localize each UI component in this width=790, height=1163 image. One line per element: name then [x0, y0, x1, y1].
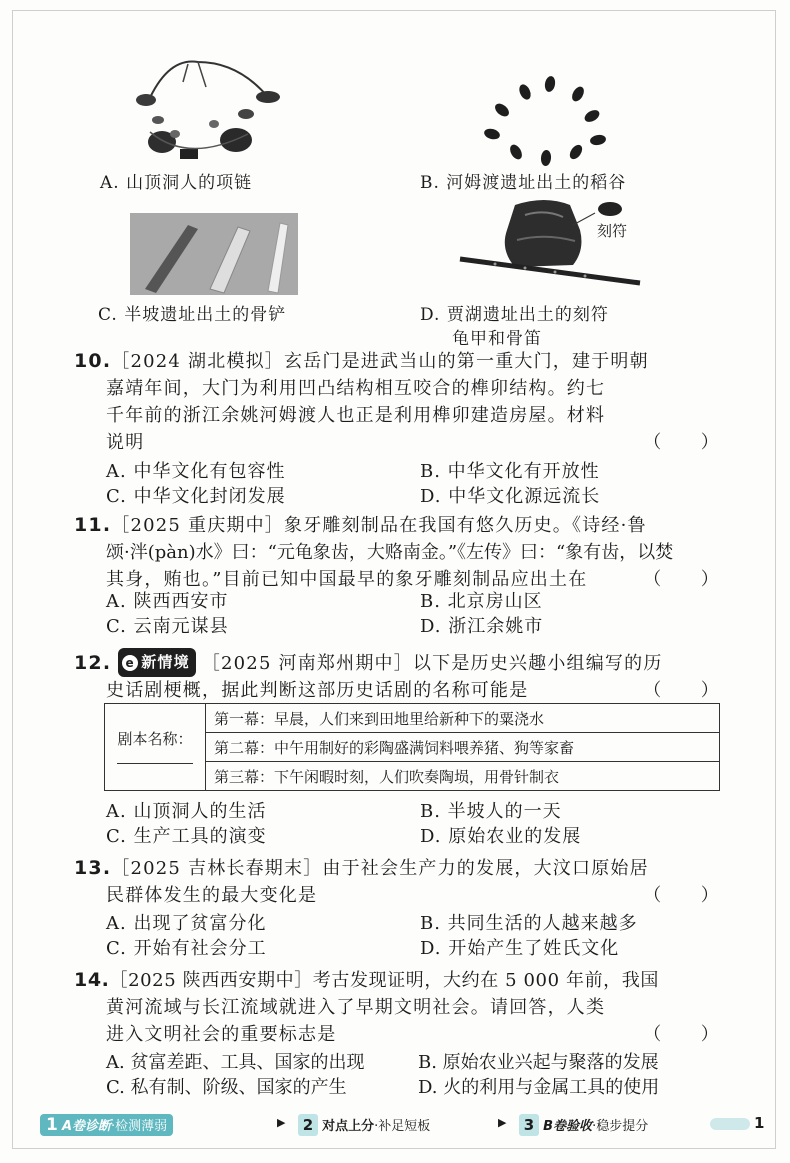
question-10 — [74, 348, 720, 456]
question-number: 10. — [74, 350, 112, 372]
necklace-image — [128, 52, 298, 167]
page-number: 1 — [754, 1114, 765, 1132]
image-d-caption-line1: D. 贾湖遗址出土的刻符 — [420, 305, 609, 325]
option-b[interactable]: B. 原始农业兴起与聚落的发展 — [418, 1052, 659, 1073]
option-a[interactable]: A. 山顶洞人的生活 — [106, 801, 267, 822]
option-a[interactable]: A. 贫富差距、工具、国家的出现 — [106, 1052, 365, 1073]
question-12 — [74, 648, 720, 704]
option-b[interactable]: B. 中华文化有开放性 — [420, 461, 600, 482]
question-stem-line: 千年前的浙江余姚河姆渡人也正是利用榫卯建造房屋。材料 — [106, 405, 606, 426]
option-a[interactable]: A. 陕西西安市 — [106, 591, 229, 612]
act-1: 第一幕：早晨，人们来到田地里给新种下的粟浇水 — [206, 704, 720, 733]
answer-blank[interactable]: （ ） — [643, 1024, 720, 1045]
question-number: 11. — [74, 514, 112, 536]
page-footer — [22, 1112, 772, 1138]
footer-step-3: 3 B卷验收·稳步提分 — [513, 1114, 654, 1136]
option-c[interactable]: C. 私有制、阶级、国家的产生 — [106, 1077, 347, 1098]
rice-grains-image — [480, 72, 610, 172]
question-number: 13. — [74, 857, 112, 879]
option-a[interactable]: A. 中华文化有包容性 — [106, 461, 286, 482]
footer-step-1: 1 A卷诊断·检测薄弱 — [40, 1114, 173, 1136]
script-name-cell — [105, 704, 206, 791]
option-c[interactable]: C. 生产工具的演变 — [106, 826, 267, 847]
act-3: 第三幕：下午闲暇时刻，人们吹奏陶埙，用骨针制衣 — [206, 762, 720, 791]
blank-line[interactable] — [117, 753, 193, 764]
option-d[interactable]: D. 火的利用与金属工具的使用 — [418, 1077, 660, 1098]
option-d[interactable]: D. 开始产生了姓氏文化 — [420, 938, 620, 959]
question-stem-line: 进入文明社会的重要标志是 — [106, 1024, 337, 1045]
option-d[interactable]: D. 中华文化源远流长 — [420, 486, 601, 507]
image-c-caption: C. 半坡遗址出土的骨铲 — [98, 305, 287, 325]
bone-shovel-image — [130, 213, 298, 295]
question-stem-line: ［2024 湖北模拟］玄岳门是进武当山的第一重大门，建于明朝 — [111, 351, 649, 372]
option-c[interactable]: C. 云南元谋县 — [106, 616, 229, 637]
question-stem-line: 颂·泮(pàn)水》曰：“元龟象齿，大赂南金。”《左传》曰：“象有齿，以焚 — [106, 542, 674, 563]
question-stem-line: 嘉靖年间，大门为利用凹凸结构相互咬合的榫卯结构。约七 — [106, 378, 606, 399]
question-stem-line: ［2025 陕西西安期中］考古发现证明，大约在 5 000 年前，我国 — [109, 970, 659, 991]
question-number: 14. — [74, 969, 110, 991]
option-d[interactable]: D. 浙江余姚市 — [420, 616, 544, 637]
answer-blank[interactable]: （ ） — [643, 680, 720, 701]
script-table — [104, 703, 720, 791]
answer-blank[interactable]: （ ） — [643, 432, 720, 453]
new-context-badge: e 新情境 — [118, 648, 196, 677]
arrow-right-icon: ▶ — [498, 1116, 507, 1129]
option-c[interactable]: C. 中华文化封闭发展 — [106, 486, 286, 507]
script-name-label: 剧本名称： — [117, 729, 193, 748]
image-d-caption-line2: 龟甲和骨笛 — [452, 329, 542, 349]
question-13 — [74, 855, 720, 909]
question-stem-line: ［2025 吉林长春期末］由于社会生产力的发展，大汶口原始居 — [111, 858, 649, 879]
question-stem-line: ［2025 重庆期中］象牙雕刻制品在我国有悠久历史。《诗经·鲁 — [111, 515, 647, 536]
arrow-right-icon: ▶ — [277, 1116, 286, 1129]
option-b[interactable]: B. 半坡人的一天 — [420, 801, 562, 822]
question-11 — [74, 512, 720, 593]
decorative-bar — [710, 1118, 750, 1130]
question-stem-line: 说明 — [106, 432, 145, 453]
question-number: 12. — [74, 652, 112, 674]
option-b[interactable]: B. 北京房山区 — [420, 591, 543, 612]
act-2: 第二幕：中午用制好的彩陶盛满饲料喂养猪、狗等家畜 — [206, 733, 720, 762]
image-a-caption: A. 山顶洞人的项链 — [100, 173, 253, 193]
question-stem-line: 史话剧梗概，据此判断这部历史话剧的名称可能是 — [106, 680, 529, 701]
question-stem-line: ［2025 河南郑州期中］以下是历史兴趣小组编写的历 — [201, 653, 663, 674]
question-stem-line: 黄河流域与长江流域就进入了早期文明社会。请回答，人类 — [106, 997, 606, 1018]
option-a[interactable]: A. 出现了贫富分化 — [106, 913, 267, 934]
option-b[interactable]: B. 共同生活的人越来越多 — [420, 913, 638, 934]
answer-blank[interactable]: （ ） — [643, 569, 720, 590]
inscription-label: 刻符 — [597, 222, 628, 240]
question-stem-line: 民群体发生的最大变化是 — [106, 885, 318, 906]
footer-step-2: 2 对点上分·补足短板 — [292, 1114, 436, 1136]
option-d[interactable]: D. 原始农业的发展 — [420, 826, 582, 847]
question-14 — [74, 967, 720, 1048]
option-c[interactable]: C. 开始有社会分工 — [106, 938, 267, 959]
image-b-caption: B. 河姆渡遗址出土的稻谷 — [420, 173, 627, 193]
turtle-shell-flute-image — [455, 195, 645, 295]
question-stem-line: 其身，贿也。”目前已知中国最早的象牙雕刻制品应出土在 — [106, 569, 588, 590]
answer-blank[interactable]: （ ） — [643, 885, 720, 906]
e-icon: e — [122, 655, 138, 671]
